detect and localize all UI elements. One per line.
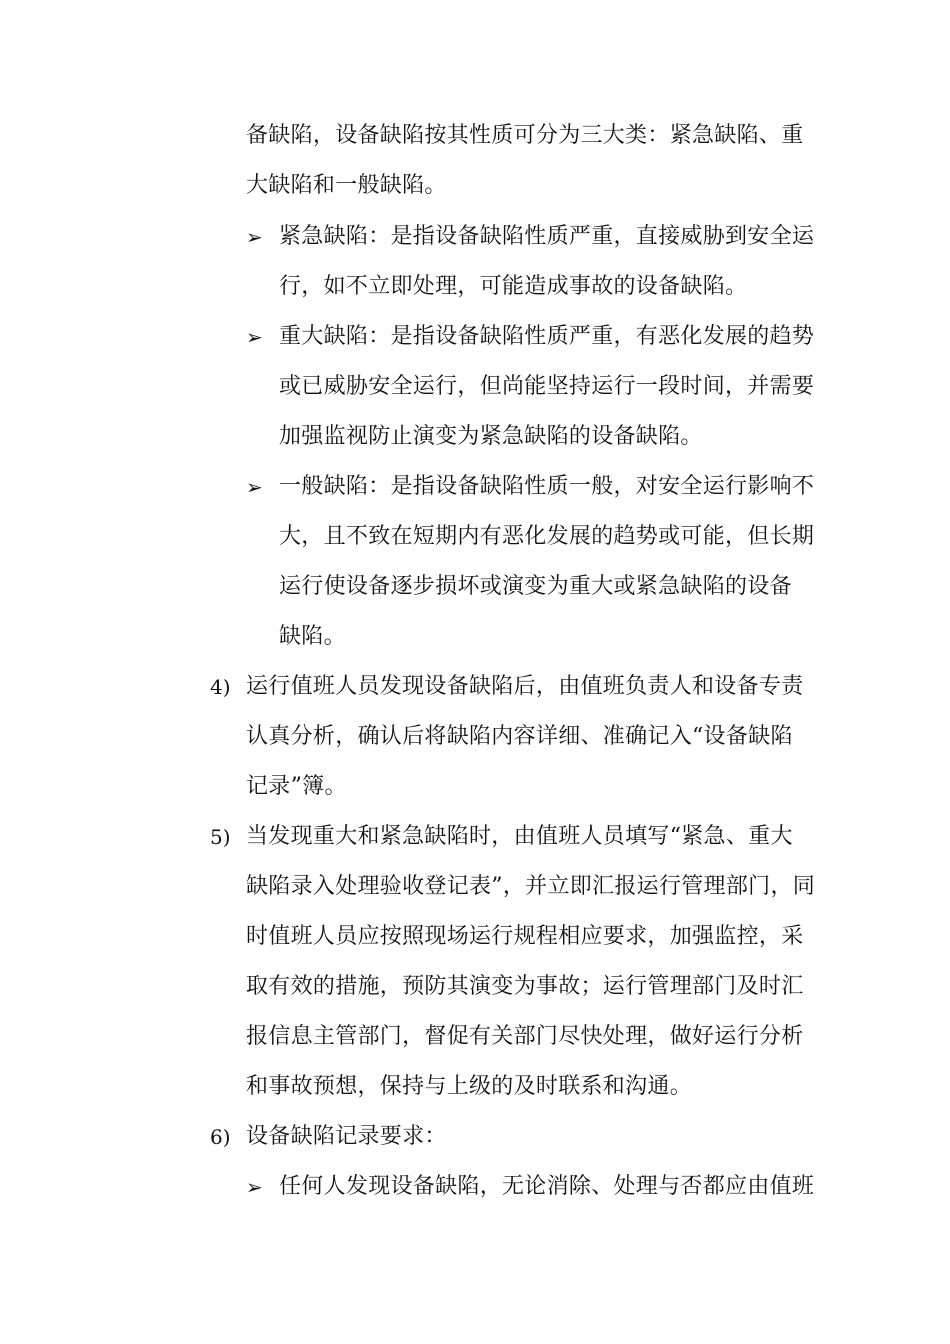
intro-line-1: 备缺陷，设备缺陷按其性质可分为三大类：紧急缺陷、重 xyxy=(246,123,804,148)
defect-urgent-line-2: 行，如不立即处理，可能造成事故的设备缺陷。 xyxy=(279,274,748,299)
item-4-line-1: 运行值班人员发现设备缺陷后，由值班负责人和设备专责 xyxy=(246,674,804,699)
item-6-line-1: 设备缺陷记录要求： xyxy=(246,1124,447,1149)
defect-major-line-2: 或已威胁安全运行，但尚能坚持运行一段时间，并需要 xyxy=(279,374,815,399)
item-5-line-1: 当发现重大和紧急缺陷时，由值班人员填写“紧急、重大 xyxy=(246,824,793,849)
bullet-arrow-icon: ➢ xyxy=(246,1175,263,1199)
defect-major-line-1: 重大缺陷：是指设备缺陷性质严重，有恶化发展的趋势 xyxy=(279,324,815,349)
item-4-line-3: 记录”簿。 xyxy=(246,774,347,799)
item-number: 4) xyxy=(210,675,231,699)
bullet-arrow-icon: ➢ xyxy=(246,475,263,499)
defect-general-line-2: 大，且不致在短期内有恶化发展的趋势或可能，但长期 xyxy=(279,524,815,549)
item-5-line-2: 缺陷录入处理验收登记表”，并立即汇报运行管理部门，同 xyxy=(246,874,816,899)
bullet-arrow-icon: ➢ xyxy=(246,325,263,349)
item-5-line-4: 取有效的措施，预防其演变为事故；运行管理部门及时汇 xyxy=(246,974,804,999)
intro-line-2: 大缺陷和一般缺陷。 xyxy=(246,173,447,198)
defect-major-line-3: 加强监视防止演变为紧急缺陷的设备缺陷。 xyxy=(279,424,703,449)
defect-general-line-1: 一般缺陷：是指设备缺陷性质一般，对安全运行影响不 xyxy=(279,474,815,499)
item-number: 5) xyxy=(210,825,231,849)
item-5-line-3: 时值班人员应按照现场运行规程相应要求，加强监控，采 xyxy=(246,924,804,949)
record-req-line-1: 任何人发现设备缺陷，无论消除、处理与否都应由值班 xyxy=(279,1174,815,1199)
defect-urgent-line-1: 紧急缺陷：是指设备缺陷性质严重，直接威胁到安全运 xyxy=(279,224,815,249)
item-4-line-2: 认真分析，确认后将缺陷内容详细、准确记入“设备缺陷 xyxy=(246,724,793,749)
item-5-line-6: 和事故预想，保持与上级的及时联系和沟通。 xyxy=(246,1074,693,1099)
item-5-line-5: 报信息主管部门，督促有关部门尽快处理，做好运行分析 xyxy=(246,1024,804,1049)
item-number: 6) xyxy=(210,1125,231,1149)
defect-general-line-4: 缺陷。 xyxy=(279,624,346,649)
defect-general-line-3: 运行使设备逐步损坏或演变为重大或紧急缺陷的设备 xyxy=(279,574,792,599)
bullet-arrow-icon: ➢ xyxy=(246,225,263,249)
